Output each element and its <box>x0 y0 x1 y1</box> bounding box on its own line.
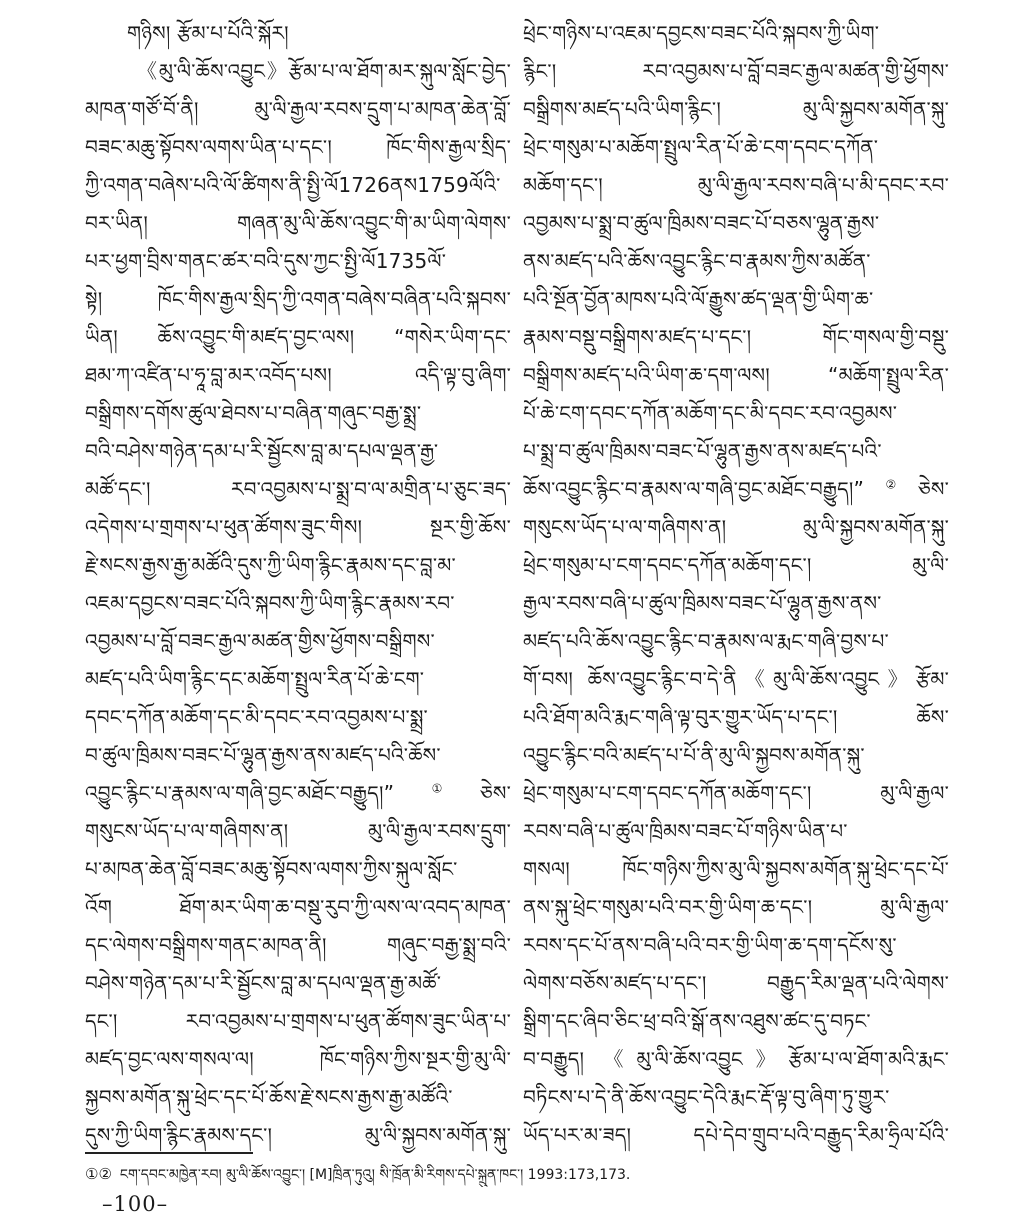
text-line: བསྒྲིགས་དགོས་ཚུལ་ཐེབས་པ་བཞིན་གཞུང་བརྒྱ་སྨྲ་ <box>85 401 422 425</box>
text-line: ལེགས་བཅོས་མཛད་པ་དང་། བརྒྱུད་རིམ་ལྡན་པའི་ལེགས་ <box>523 971 949 995</box>
text-line: འབྱུང་རྙིང་བའི་མཛད་པ་པོ་ནི་མུ་ལི་སྐྱབས་མགོན་སྐུ་ <box>523 743 865 767</box>
text-line: ནས་སྐུ་ཕྲེང་གསུམ་པའི་བར་གྱི་ཡིག་ཆ་དང་། མུ་ལི་རྒྱལ་ <box>523 895 949 919</box>
text-line: ཕྲེང་གསུམ་པ་ངག་དབང་དཀོན་མཆོག་དང་། མུ་ལི་རྒྱལ་ <box>523 781 949 805</box>
text-line: མཛད་བྱང་ལས་གསལ་ལ། ཁོང་གཉིས་ཀྱིས་སྔར་གྱི་མུ་ལི་ <box>85 1047 511 1071</box>
text-line: རབས་དང་པོ་ནས་བཞི་པའི་བར་གྱི་ཡིག་ཆ་དག་དངོས་སུ་ <box>523 933 897 957</box>
text-line: དང་ལེགས་བསྒྲིགས་གནང་མཁན་ནི། གཞུང་བརྒྱ་སྨྲ་བའི་ <box>85 933 511 957</box>
text-line: སྒྲིག་དང་ཞིབ་ཅིང་ཕྲ་བའི་སྒོ་ནས་འཐུས་ཚང་དུ་བཏང་ <box>523 1009 871 1033</box>
text-line: ཕྲེང་གཉིས་པ་འཇམ་དབྱངས་བཟང་པོའི་སྐབས་ཀྱི་ཡིག་ <box>523 21 880 45</box>
footnote-divider <box>85 1152 253 1154</box>
text-line: ཐམ་ཀ་འཛིན་པ་ཧཱ་བླ་མར་འབོད་པས། འདི་ལྟ་བུ་ཞིག་ <box>85 363 511 387</box>
text-line: ཕྲེང་གསུམ་པ་ངག་དབང་དཀོན་མཆོག་དང་། མུ་ལི་ <box>523 553 949 577</box>
page-number: –100– <box>102 1192 169 1216</box>
text-line: པའི་སྔོན་བྱོན་མཁས་པའི་ལོ་རྒྱུས་ཚད་ལྡན་གྱི་ཡིག་ཆ་ <box>523 287 874 311</box>
text-line: གསལ། ཁོང་གཉིས་ཀྱིས་མུ་ལི་སྐྱབས་མགོན་སྐུ་ཕྲེང་དང་པོ་ <box>523 857 949 881</box>
text-line: གསུངས་ཡོད་པ་ལ་གཞིགས་ན། མུ་ལི་སྐྱབས་མགོན་སྐུ་ <box>523 515 949 539</box>
text-line: འབྱམས་པ་བློ་བཟང་རྒྱལ་མཚན་གྱིས་ཕྱོགས་བསྒྲིགས་ <box>85 629 435 653</box>
text-line: དང་། རབ་འབྱམས་པ་གྲགས་པ་ཕུན་ཚོགས་ཟུང་ཡིན་པ་ <box>85 1009 511 1033</box>
text-line: མཆོག་དང་། མུ་ལི་རྒྱལ་རབས་བཞི་པ་མི་དབང་རབ་ <box>523 173 949 197</box>
text-line: འབྱུང་རྙིང་པ་རྣམས་ལ་གཞི་བྱང་མཐོང་བརྒྱུད།”①ཅེས་ <box>85 781 511 805</box>
text-line: དུས་ཀྱི་ཡིག་རྙིང་རྣམས་དང་། མུ་ལི་སྐྱབས་མགོན་སྐུ་ <box>85 1123 511 1147</box>
text-line: པ་སྨྲ་བ་ཚུལ་ཁྲིམས་བཟང་པོ་ལྷུན་རྒྱས་ནས་མཛད་པའི་ <box>523 439 882 463</box>
text-line: རྣམས་བསྡུ་བསྒྲིགས་མཛད་པ་དང་། གོང་གསལ་གྱི་བསྡུ་ <box>523 325 949 349</box>
text-line: འཇམ་དབྱངས་བཟང་པོའི་སྐབས་ཀྱི་ཡིག་རྙིང་རྣམས་རབ་ <box>85 591 455 615</box>
text-line: རྒྱལ་རབས་བཞི་པ་ཚུལ་ཁྲིམས་བཟང་པོ་ལྷུན་རྒྱས་ནས་ <box>523 591 882 615</box>
text-line: བཏིངས་པ་དེ་ནི་ཆོས་འབྱུང་དེའི་རྨང་རྡོ་ལྟ་བུ་ཞིག་ཏུ་གྱུར་ <box>523 1085 890 1109</box>
text-line: མཚོ་དང་། རབ་འབྱམས་པ་སྨྲ་བ་ལ་མགྲིན་པ་ཅུང་ཟད་ <box>85 477 511 501</box>
column-right <box>523 14 949 1154</box>
text-line: ཡིན། ཆོས་འབྱུང་གི་མཛད་བྱང་ལས། “གསེར་ཡིག་དང་ <box>85 325 511 349</box>
column-right-lines <box>523 14 949 1154</box>
text-line: མཛད་པའི་ཡིག་རྙིང་དང་མཆོག་སྤྲུལ་རིན་པོ་ཆེ་ངག་ <box>85 667 425 691</box>
text-line: བར་ཡིན། གཞན་མུ་ལི་ཆོས་འབྱུང་གི་མ་ཡིག་ལེགས་ <box>85 211 511 235</box>
text-line: གསུངས་ཡོད་པ་ལ་གཞིགས་ན། མུ་ལི་རྒྱལ་རབས་དྲུག་ <box>85 819 511 843</box>
text-line: འོག ཐོག་མར་ཡིག་ཆ་བསྡུ་རུབ་ཀྱི་ལས་ལ་འབད་མཁན་ <box>85 895 511 919</box>
text-line: གོ་བས། ཆོས་འབྱུང་རྙིང་བ་དེ་ནི《མུ་ལི་ཆོས་འབྱུང》རྩོམ་ <box>523 667 949 691</box>
column-left <box>85 14 511 1154</box>
text-columns <box>85 14 949 1154</box>
text-line: བསྒྲིགས་མཛད་པའི་ཡིག་ཆ་དག་ལས། “མཆོག་སྤྲུལ་རིན་ <box>523 363 949 387</box>
text-line: བའི་བཤེས་གཉེན་དམ་པ་རི་སྦྱོངས་བླ་མ་དཔལ་ལྡན་རྒྱ་ <box>85 439 439 463</box>
text-line: མཁན་གཙོ་བོ་ནི། མུ་ལི་རྒྱལ་རབས་དྲུག་པ་མཁན་ཆེན་བློ་ <box>85 97 511 121</box>
text-line: ཆོས་འབྱུང་རྙིང་བ་རྣམས་ལ་གཞི་བྱང་མཐོང་བརྒྱུད།”②ཅེས་ <box>523 477 949 501</box>
footnote-marker: ② <box>864 477 918 492</box>
footnote-marker: ① <box>394 781 480 796</box>
text-line: རྗེ་སངས་རྒྱས་རྒྱ་མཚོའི་དུས་ཀྱི་ཡིག་རྙིང་རྣམས་དང་བླ་མ་ <box>85 553 456 577</box>
text-line: ཕྲེང་གསུམ་པ་མཆོག་སྤྲུལ་རིན་པོ་ཆེ་ངག་དབང་དཀོན་ <box>523 135 879 159</box>
text-line: སྟེ། ཁོང་གིས་རྒྱལ་སྲིད་ཀྱི་འགན་བཞེས་བཞིན་པའི་སྐབས་ <box>85 287 511 311</box>
footnote-markers: ①② <box>85 1165 112 1183</box>
text-line: པའི་ཐོག་མའི་རྨང་གཞི་ལྟ་བུར་གྱུར་ཡོད་པ་དང་། ཆོས་ <box>523 705 949 729</box>
text-line: ནས་མཛད་པའི་ཆོས་འབྱུང་རྙིང་བ་རྣམས་ཀྱིས་མཚོན་ <box>523 249 871 273</box>
column-left-lines <box>85 52 511 1154</box>
text-line: བ་ཚུལ་ཁྲིམས་བཟང་པོ་ལྷུན་རྒྱས་ནས་མཛད་པའི་ཆོས་ <box>85 743 441 767</box>
text-line: བ་བརྒྱུད། 《མུ་ལི་ཆོས་འབྱུང》རྩོམ་པ་ལ་ཐོག་མའི་རྨང་ <box>523 1047 949 1071</box>
footnote <box>85 1162 951 1187</box>
footnote-text: ངག་དབང་མཁྱེན་རབ། མུ་ལི་ཆོས་འབྱུང་། [M]ཁྲིན་ཏུའུ། སི་ཁྲོན་མི་རིགས་དཔེ་སྐྲུན་ཁང་། 1993:173,173. <box>119 1167 631 1183</box>
text-line: ཡོད་པར་མ་ཟད། དཔེ་དེབ་གྲུབ་པའི་བརྒྱུད་རིམ་ཧྲིལ་པོའི་ <box>523 1123 949 1147</box>
text-line: འབྱམས་པ་སྨྲ་བ་ཚུལ་ཁྲིམས་བཟང་པོ་བཅས་ལྷུན་རྒྱས་ <box>523 211 880 235</box>
text-line: རྙིང་། རབ་འབྱམས་པ་བློ་བཟང་རྒྱལ་མཚན་གྱི་ཕྱོགས་ <box>523 59 949 83</box>
section-heading: གཉིས། རྩོམ་པ་པོའི་སྐོར། <box>127 21 289 45</box>
text-line: པ་མཁན་ཆེན་བློ་བཟང་མཆུ་སྟོབས་ལགས་ཀྱིས་སྐུལ་སློང་ <box>85 857 458 881</box>
text-line: པར་ཕྱག་བྲིས་གནང་ཚར་བའི་དུས་ཀྱང་སྤྱི་ལོ1735ལོ་ <box>85 249 447 273</box>
text-line: རབས་བཞི་པ་ཚུལ་ཁྲིམས་བཟང་པོ་གཉིས་ཡིན་པ་ <box>523 819 848 843</box>
text-line: བསྒྲིགས་མཛད་པའི་ཡིག་རྙིང་། མུ་ལི་སྐྱབས་མགོན་སྐུ་ <box>523 97 949 121</box>
text-line: པོ་ཆེ་ངག་དབང་དཀོན་མཆོག་དང་མི་དབང་རབ་འབྱམས་ <box>523 401 898 425</box>
text-line: བཤེས་གཉེན་དམ་པ་རི་སྦྱོངས་བླ་མ་དཔལ་ལྡན་རྒྱ་མཚོ་ <box>85 971 442 995</box>
text-line: མཛད་པའི་ཆོས་འབྱུང་རྙིང་བ་རྣམས་ལ་རྨང་གཞི་བྱས་པ་ <box>523 629 889 653</box>
text-line: ཀྱི་འགན་བཞེས་པའི་ལོ་ཚིགས་ནི་སྤྱི་ལོ1726ནས1759ལོའི་ <box>85 173 501 197</box>
text-line: སྐྱབས་མགོན་སྐུ་ཕྲེང་དང་པོ་ཆོས་རྗེ་སངས་རྒྱས་རྒྱ་མཚོའི་ <box>85 1085 453 1109</box>
text-line: བཟང་མཆུ་སྟོབས་ལགས་ཡིན་པ་དང་། ཁོང་གིས་རྒྱལ་སྲིད་ <box>85 135 511 159</box>
text-line: 《མུ་ལི་ཆོས་འབྱུང》རྩོམ་པ་ལ་ཐོག་མར་སྐུལ་སློང་བྱེད་ <box>137 59 511 83</box>
text-line: འདེགས་པ་གྲགས་པ་ཕུན་ཚོགས་ཟུང་གིས། སྔར་གྱི་ཆོས་ <box>85 515 511 539</box>
text-line: དབང་དཀོན་མཆོག་དང་མི་དབང་རབ་འབྱམས་པ་སྨྲ་ <box>85 705 428 729</box>
